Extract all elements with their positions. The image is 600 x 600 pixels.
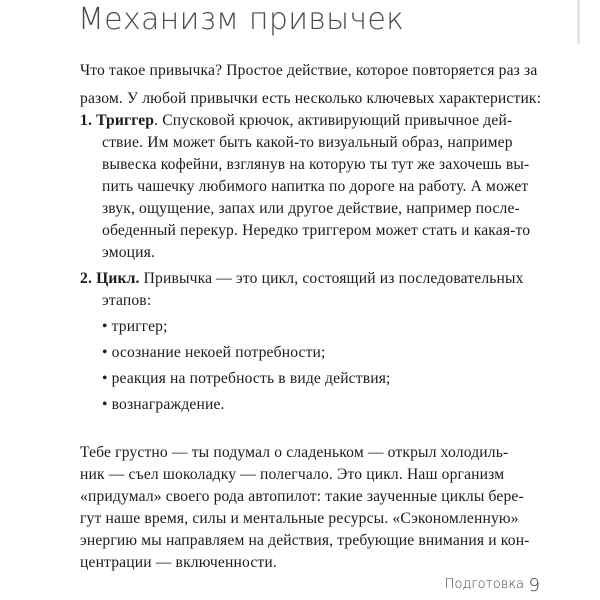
bullet-icon: • (102, 344, 108, 361)
list-item-line: пить чашечку любимого напитка по дороге на работу. А может (102, 178, 529, 195)
bullet-text: вознаграждение. (111, 396, 225, 413)
list-item-2 (80, 270, 524, 288)
bullet-icon: • (102, 370, 108, 387)
list-item-text: Привычка — это цикл, состоящий из последовательных (139, 270, 524, 287)
bullet-item (102, 370, 391, 388)
list-item-line: ствие. Им может быть какой-то визуальный образ, например (102, 134, 513, 151)
list-term: Триггер (96, 112, 155, 129)
closing-line: гут наше время, силы и ментальные ресурсы. «Сэкономленную» (80, 510, 519, 527)
list-item-text: . Спусковой крючок, активирующий привычное дей- (154, 112, 513, 129)
list-number: 1. (80, 112, 92, 129)
bullet-icon: • (102, 396, 108, 413)
page-title: Механизм привычек (78, 2, 405, 37)
list-item-line: звук, ощущение, запах или другое действие, например после- (102, 200, 520, 217)
bullet-item (102, 318, 168, 336)
bullet-icon: • (102, 318, 108, 335)
list-item-line: обеденный перекур. Нередко триггером может стать и какая-то (102, 222, 531, 239)
list-term: Цикл. (96, 270, 140, 287)
list-number: 2. (80, 270, 92, 287)
page-edge-rule (577, 0, 580, 44)
closing-line: центрации — включенности. (80, 554, 277, 571)
bullet-text: осознание некоей потребности; (111, 344, 326, 361)
closing-line: «придумал» своего рода автопилот: такие заученные циклы бере- (80, 488, 524, 505)
list-item-line: этапов: (102, 292, 152, 309)
page-number: 9 (528, 575, 540, 596)
closing-line: энергию мы направляем на действия, требующие внимания и кон- (80, 532, 530, 549)
closing-line: ник — съел шоколадку — полегчало. Это цикл. Наш организм (80, 466, 505, 483)
list-item-line: вывеска кофейни, взглянув на которую ты тут же захочешь вы- (102, 156, 530, 173)
bullet-item (102, 344, 326, 362)
intro-line: Что такое привычка? Простое действие, которое повторяется раз за (80, 62, 538, 79)
list-item-line: эмоция. (102, 244, 156, 261)
closing-line: Тебе грустно — ты подумал о сладеньком — открыл холодиль- (80, 444, 509, 461)
running-footer: Подготовка (444, 577, 524, 592)
list-item-1 (80, 112, 512, 130)
intro-line: разом. У любой привычки есть несколько ключевых характеристик: (80, 90, 542, 107)
bullet-text: триггер; (111, 318, 168, 335)
bullet-item (102, 396, 225, 414)
bullet-text: реакция на потребность в виде действия; (111, 370, 391, 387)
